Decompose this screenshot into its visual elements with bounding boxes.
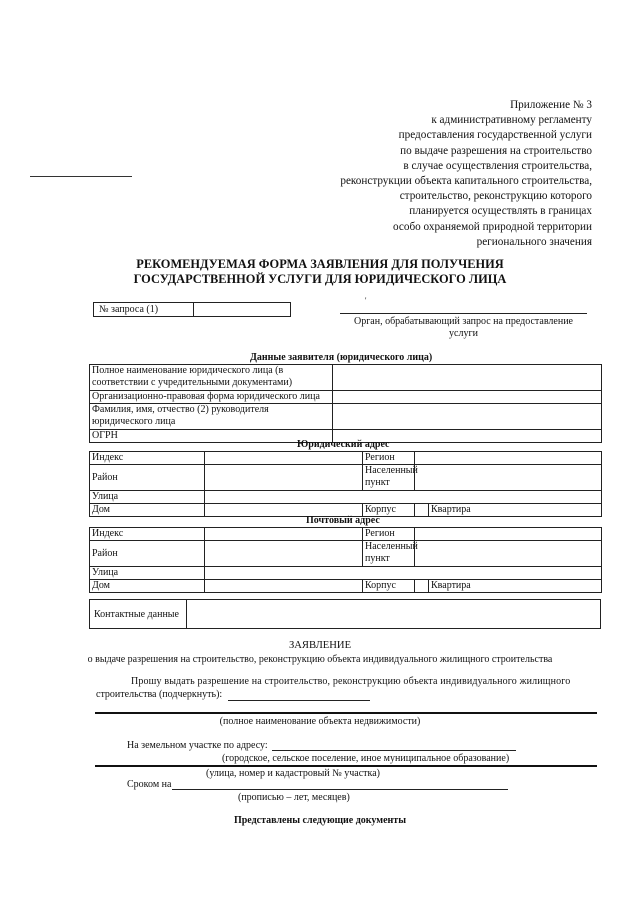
ogrn-label: ОГРН bbox=[90, 430, 333, 443]
annex-line: реконструкции объекта капитального строительства, bbox=[340, 175, 592, 188]
postal-region-field[interactable] bbox=[415, 528, 602, 541]
object-caption: (полное наименование объекта недвижимости) bbox=[219, 716, 421, 727]
head-name-label: Фамилия, имя, отчество (2) руководителя юридического лица bbox=[90, 404, 333, 430]
street-caption: (улица, номер и кадастровый № участка) bbox=[206, 768, 380, 779]
street-field[interactable] bbox=[95, 765, 597, 767]
legal-locality-field[interactable] bbox=[415, 465, 602, 491]
statement-heading: ЗАЯВЛЕНИЕ bbox=[288, 640, 352, 651]
postal-district-field[interactable] bbox=[205, 541, 363, 567]
organ-field[interactable] bbox=[340, 313, 587, 314]
annex-line: особо охраняемой природной территории bbox=[393, 220, 592, 233]
legal-locality-label: Населенный пункт bbox=[363, 465, 415, 491]
full-name-field[interactable] bbox=[333, 365, 602, 391]
page-title bbox=[0, 257, 640, 287]
term-caption: (прописью – лет, месяцев) bbox=[238, 792, 350, 803]
postal-building-field[interactable] bbox=[415, 580, 429, 593]
annex-line: Приложение № 3 bbox=[510, 99, 592, 111]
legal-district-label: Район bbox=[90, 465, 205, 491]
legal-district-field[interactable] bbox=[205, 465, 363, 491]
divider bbox=[193, 303, 194, 316]
land-label: На земельном участке по адресу: bbox=[127, 740, 268, 751]
request-number-label: № запроса (1) bbox=[99, 304, 159, 315]
legal-region-label: Регион bbox=[363, 452, 415, 465]
term-field[interactable] bbox=[172, 789, 508, 790]
annex-line: к административному регламенту bbox=[431, 114, 592, 127]
legal-building-label: Корпус bbox=[363, 504, 415, 517]
annex-line: планируется осуществлять в границах bbox=[409, 205, 592, 218]
legal-index-field[interactable] bbox=[205, 452, 363, 465]
documents-heading: Представлены следующие документы bbox=[233, 815, 407, 826]
postal-address-heading: Почтовый адрес bbox=[306, 515, 380, 526]
legal-building-field[interactable] bbox=[415, 504, 429, 517]
title-line-2: ГОСУДАРСТВЕННОЙ УСЛУГИ ДЛЯ ЮРИДИЧЕСКОГО ЛИЦА bbox=[133, 272, 507, 286]
contacts-box bbox=[89, 599, 601, 629]
postal-index-label: Индекс bbox=[90, 528, 205, 541]
applicant-table bbox=[89, 364, 602, 443]
postal-locality-label: Населенный пункт bbox=[363, 541, 415, 567]
applicant-heading: Данные заявителя (юридического лица) bbox=[250, 352, 433, 363]
postal-region-label: Регион bbox=[363, 528, 415, 541]
object-name-field[interactable] bbox=[95, 712, 597, 714]
postal-index-field[interactable] bbox=[205, 528, 363, 541]
request-underline[interactable] bbox=[228, 700, 370, 701]
head-name-field[interactable] bbox=[333, 404, 602, 430]
legal-address-table bbox=[89, 451, 602, 517]
legal-region-field[interactable] bbox=[415, 452, 602, 465]
postal-locality-field[interactable] bbox=[415, 541, 602, 567]
divider bbox=[186, 600, 187, 628]
land-address-field[interactable] bbox=[272, 750, 516, 751]
postal-apartment-label: Квартира bbox=[429, 580, 602, 593]
postal-street-field[interactable] bbox=[205, 567, 602, 580]
legal-form-label: Организационно-правовая форма юридического лица bbox=[90, 391, 333, 404]
title-line-1: РЕКОМЕНДУЕМАЯ ФОРМА ЗАЯВЛЕНИЯ ДЛЯ ПОЛУЧЕНИЯ bbox=[136, 257, 504, 271]
legal-form-field[interactable] bbox=[333, 391, 602, 404]
request-text-line-1: Прошу выдать разрешение на строительство, реконструкцию объекта индивидуального жилищного bbox=[131, 676, 571, 687]
land-caption: (городское, сельское поселение, иное муниципальное образование) bbox=[222, 753, 510, 764]
postal-house-label: Дом bbox=[90, 580, 205, 593]
request-number-box bbox=[93, 302, 291, 317]
legal-apartment-label: Квартира bbox=[429, 504, 602, 517]
request-text-line-2: строительства (подчеркнуть): bbox=[96, 689, 223, 700]
statement-subheading: о выдаче разрешения на строительство, реконструкцию объекта индивидуального жилищного строительства bbox=[87, 654, 553, 665]
annex-line: в случае осуществления строительства, bbox=[403, 159, 592, 172]
postal-house-field[interactable] bbox=[205, 580, 363, 593]
legal-street-field[interactable] bbox=[205, 491, 602, 504]
legal-address-heading: Юридический адрес bbox=[297, 439, 390, 450]
postal-building-label: Корпус bbox=[363, 580, 415, 593]
legal-house-label: Дом bbox=[90, 504, 205, 517]
annex-header bbox=[292, 98, 592, 250]
divider bbox=[30, 176, 132, 177]
legal-street-label: Улица bbox=[90, 491, 205, 504]
annex-line: по выдаче разрешения на строительство bbox=[400, 144, 592, 157]
postal-address-table bbox=[89, 527, 602, 593]
stray-mark: ' bbox=[365, 296, 367, 305]
term-label: Сроком на bbox=[127, 779, 172, 790]
full-name-label: Полное наименование юридического лица (в соответствии с учредительными документами) bbox=[90, 365, 333, 391]
annex-line: предоставления государственной услуги bbox=[398, 129, 592, 142]
legal-index-label: Индекс bbox=[90, 452, 205, 465]
organ-caption: Орган, обрабатывающий запрос на предоставление услуги bbox=[353, 316, 573, 339]
postal-district-label: Район bbox=[90, 541, 205, 567]
annex-line: регионального значения bbox=[476, 235, 592, 248]
contacts-label: Контактные данные bbox=[94, 609, 179, 620]
annex-line: строительство, реконструкцию которого bbox=[399, 190, 592, 203]
postal-street-label: Улица bbox=[90, 567, 205, 580]
